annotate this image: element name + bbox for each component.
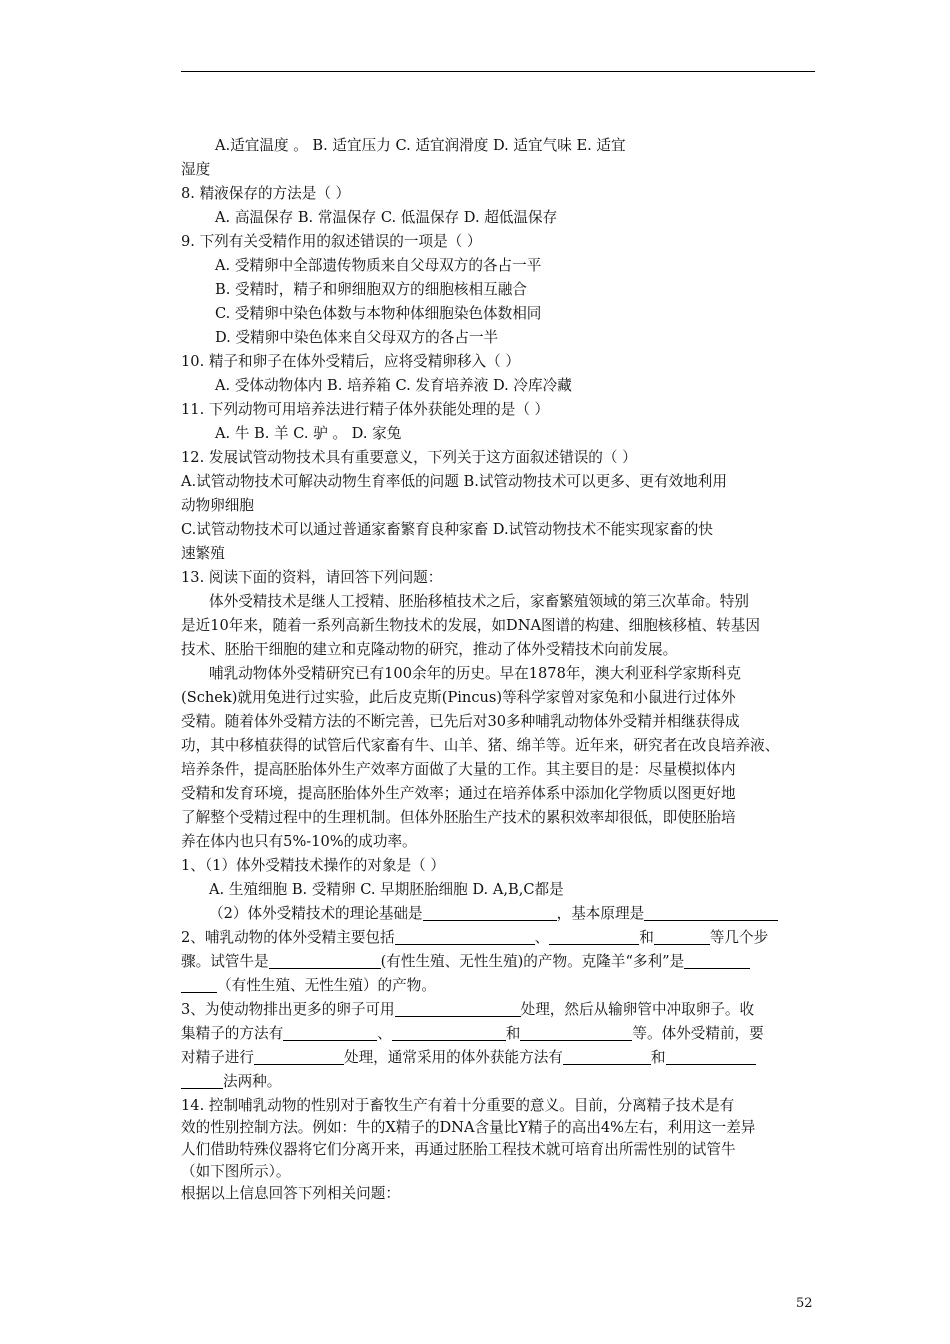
q14-line: （如下图所示）。	[181, 1163, 291, 1180]
text-fragment: 、	[377, 1025, 392, 1042]
text-fragment: （2）体外受精技术的理论基础是	[209, 905, 423, 922]
q13-para2-line: (Schek)就用兔进行过实验，此后皮克斯(Pincus)等科学家曾对家兔和小鼠进行过体外	[181, 689, 736, 706]
text-fragment: 处理，然后从输卵管中冲取卵子。收	[520, 1001, 755, 1018]
q12-line-3: C.试管动物技术可以通过普通家畜繁育良种家畜 D.试管动物技术不能实现家畜的快	[181, 521, 713, 538]
q13-para2-line: 养在体内也只有5%-10%的成功率。	[181, 833, 417, 850]
blank-line[interactable]	[392, 1024, 506, 1041]
q13-sub3-line4	[181, 1070, 815, 1094]
q10-options: A. 受体动物体内 B. 培养箱 C. 发育培养液 D. 冷库冷藏	[215, 377, 572, 394]
blank-line[interactable]	[520, 1024, 632, 1041]
q7-options-cont: 湿度	[181, 161, 211, 178]
q13-sub3-line3	[181, 1046, 815, 1070]
text-fragment: 骤。试管牛是	[181, 953, 269, 970]
q13-para2-line: 哺乳动物体外受精研究已有100余年的历史。早在1878年，澳大利亚科学家斯科克	[209, 665, 741, 682]
blank-line[interactable]	[654, 928, 710, 945]
text-fragment: 等几个步	[709, 929, 769, 946]
blank-line[interactable]	[423, 904, 557, 921]
q12-stem: 12. 发展试管动物技术具有重要意义，下列关于这方面叙述错误的（ ）	[181, 449, 637, 466]
q13-sub2-line3	[181, 974, 815, 998]
q11-stem: 11. 下列动物可用培养法进行精子体外获能处理的是（ ）	[181, 401, 550, 418]
text-fragment: 处理，通常采用的体外获能方法有	[343, 1049, 563, 1066]
q13-sub2-line2	[181, 950, 815, 974]
q12-line-1: A.试管动物技术可解决动物生育率低的问题 B.试管动物技术可以更多、更有效地利用	[181, 473, 727, 490]
blank-line[interactable]	[395, 928, 535, 945]
q7-options: A.适宜温度 。 B. 适宜压力 C. 适宜润滑度 D. 适宜气味 E. 适宜	[215, 137, 626, 154]
text-fragment: （有性生殖、无性生殖）的产物。	[217, 977, 436, 994]
header-rule	[181, 71, 815, 72]
blank-line[interactable]	[563, 1048, 651, 1065]
q8-options: A. 高温保存 B. 常温保存 C. 低温保存 D. 超低温保存	[215, 209, 558, 226]
blank-line[interactable]	[283, 1024, 377, 1041]
q13-para1-line: 体外受精技术是继人工授精、胚胎移植技术之后，家畜繁殖领域的第三次革命。特别	[209, 593, 749, 610]
text-fragment: (有性生殖、无性生殖)的产物。克隆羊“多利”是	[380, 953, 685, 970]
blank-line[interactable]	[666, 1048, 756, 1065]
q14-line: 14. 控制哺乳动物的性别对于畜牧生产有着十分重要的意义。目前，分离精子技术是有	[181, 1097, 735, 1114]
q11-options: A. 牛 B. 羊 C. 驴 。 D. 家兔	[215, 425, 402, 442]
blank-line[interactable]	[549, 928, 639, 945]
text-fragment: 等。体外受精前，要	[632, 1025, 764, 1042]
q9-option-b: B. 受精时，精子和卵细胞双方的细胞核相互融合	[215, 281, 527, 298]
q13-sub1-part2	[181, 902, 815, 926]
q13-para1-line: 是近10年来，随着一系列高新生物技术的发展，如DNA图谱的构建、细胞核移植、转基因	[181, 617, 760, 634]
blank-line[interactable]	[395, 1000, 521, 1017]
q13-para2-line: 了解整个受精过程中的生理机制。但体外胚胎生产技术的累积效率却很低，即使胚胎培	[181, 809, 736, 826]
q13-sub1-options: A. 生殖细胞 B. 受精卵 C. 早期胚胎细胞 D. A,B,C都是	[209, 881, 564, 898]
q10-stem: 10. 精子和卵子在体外受精后，应将受精卵移入（ ）	[181, 353, 520, 370]
q13-sub3-line1	[181, 998, 815, 1022]
text-fragment: 法两种。	[223, 1073, 282, 1090]
document-body	[181, 134, 815, 1204]
blank-line[interactable]	[181, 976, 217, 993]
q9-option-d: D. 受精卵中染色体来自父母双方的各占一半	[215, 329, 499, 346]
blank-line[interactable]	[269, 952, 381, 969]
q13-stem: 13. 阅读下面的资料，请回答下列问题：	[181, 569, 443, 586]
text-fragment: 和	[505, 1025, 521, 1042]
q14-line: 人们借助特殊仪器将它们分离开来，再通过胚胎工程技术就可培育出所需性别的试管牛	[181, 1141, 736, 1158]
q12-line-2: 动物卵细胞	[181, 497, 254, 514]
blank-line[interactable]	[181, 1072, 223, 1089]
text-fragment: 对精子进行	[181, 1049, 254, 1066]
text-fragment: 和	[650, 1049, 666, 1066]
blank-line[interactable]	[644, 904, 778, 921]
q9-stem: 9. 下列有关受精作用的叙述错误的一项是（ ）	[181, 233, 482, 250]
q13-para2-line: 受精和发育环境，提高胚胎体外生产效率；通过在培养体系中添加化学物质以图更好地	[181, 785, 736, 802]
q14-line: 效的性别控制方法。例如：牛的X精子的DNA含量比Y精子的高出4%左右，利用这一差异	[181, 1119, 756, 1136]
q13-sub1-stem: 1、（1）体外受精技术操作的对象是（ ）	[181, 857, 446, 874]
text-fragment: 集精子的方法有	[181, 1025, 284, 1042]
q13-para1-line: 技术、胚胎干细胞的建立和克隆动物的研究，推动了体外受精技术向前发展。	[181, 641, 678, 658]
q14-line: 根据以上信息回答下列相关问题：	[181, 1185, 400, 1202]
q9-option-a: A. 受精卵中全部遗传物质来自父母双方的各占一平	[215, 257, 542, 274]
text-fragment: 和	[639, 929, 654, 946]
q13-para2-line: 受精。随着体外受精方法的不断完善，已先后对30多种哺乳动物体外受精并相继获得成	[181, 713, 740, 730]
text-fragment: ，基本原理是	[556, 905, 645, 922]
q8-stem: 8. 精液保存的方法是（ ）	[181, 185, 351, 202]
q13-sub3-line2	[181, 1022, 815, 1046]
text-fragment: 3、为使动物排出更多的卵子可用	[181, 1001, 395, 1018]
q13-para2-line: 功，其中移植获得的试管后代家畜有牛、山羊、猪、绵羊等。近年来，研究者在改良培养液、	[181, 737, 780, 754]
q13-para2-line: 培养条件，提高胚胎体外生产效率方面做了大量的工作。其主要目的是：尽量模拟体内	[181, 761, 736, 778]
blank-line[interactable]	[254, 1048, 344, 1065]
blank-line[interactable]	[684, 952, 750, 969]
q13-sub2-line1	[181, 926, 815, 950]
q12-line-4: 速繁殖	[181, 545, 225, 562]
text-fragment: 、	[534, 929, 550, 946]
text-fragment: 2、哺乳动物的体外受精主要包括	[181, 929, 395, 946]
page-number: 52	[796, 1296, 813, 1311]
q9-option-c: C. 受精卵中染色体数与本物种体细胞染色体数相同	[215, 305, 542, 322]
